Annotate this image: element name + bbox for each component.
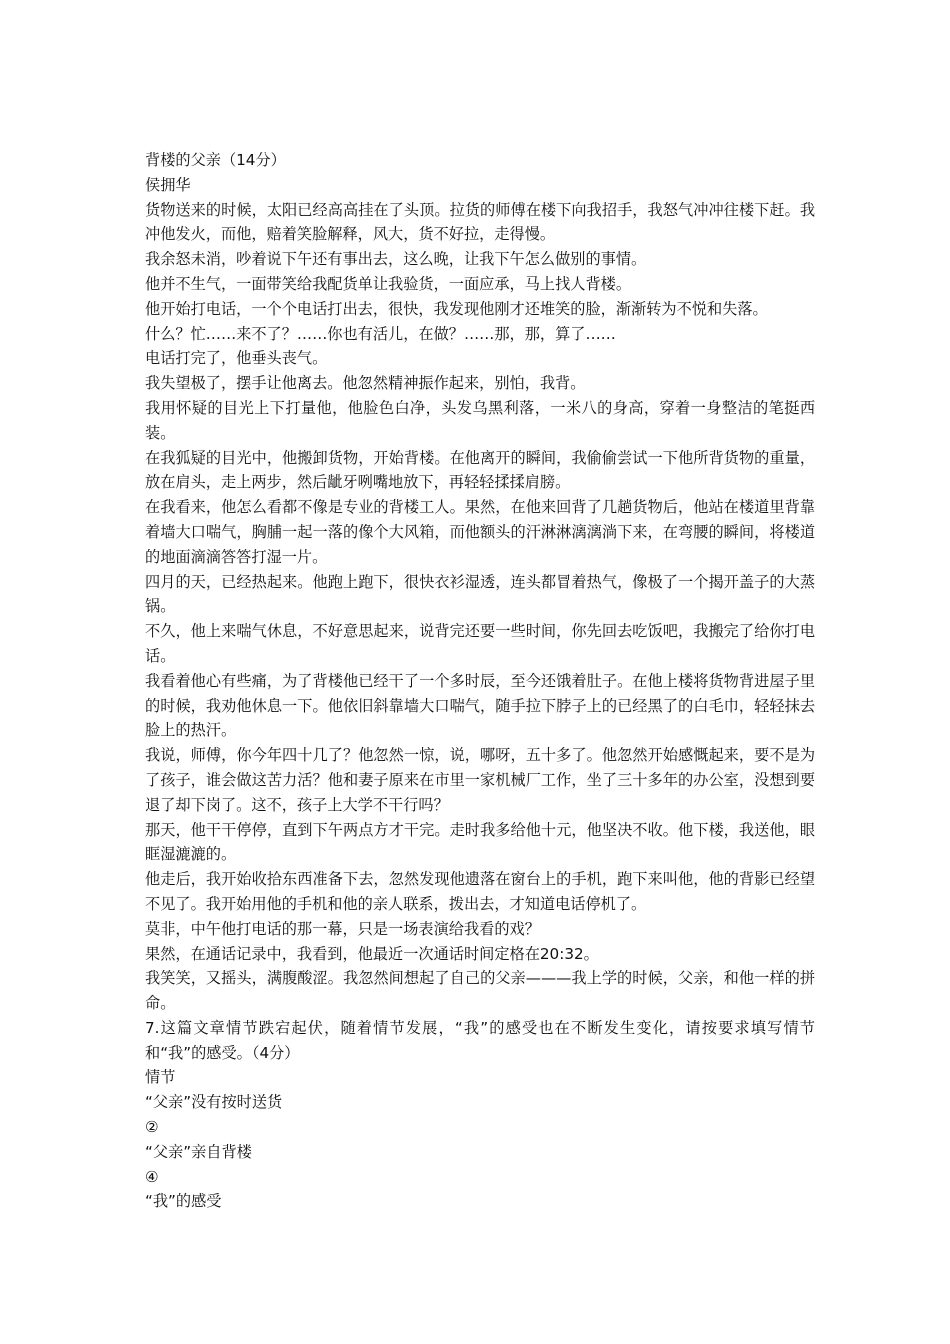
paragraph: 我看着他心有些痛，为了背楼他已经干了一个多时辰，至今还饿着肚子。在他上楼将货物背进屋子里的时候，我劝他休息一下。他依旧斜靠墙大口喘气，随手拉下脖子上的已经黑了的白毛巾，轻轻抹去脸上的热汗。 [145,671,815,740]
article-author: 侯拥华 [145,175,191,194]
paragraph: 莫非，中午他打电话的那一幕，只是一场表演给我看的戏？ [145,919,540,938]
paragraph: 我说，师傅，你今年四十几了？他忽然一惊，说，哪呀，五十多了。他忽然开始感慨起来，要不是为了孩子，谁会做这苦力活？他和妻子原来在市里一家机械厂工作，坐了三十多年的办公室，没想到要退了却下岗了。这不，孩子上大学不干行吗？ [145,746,815,814]
paragraph: 他走后，我开始收拾东西准备下去，忽然发现他遗落在窗台上的手机，跑下来叫他，他的背影已经望不见了。我开始用他的手机和他的亲人联系，拨出去，才知道电话停机了。 [145,870,815,913]
paragraph: 电话打完了，他垂头丧气。 [145,349,328,368]
paragraph: 在我看来，他怎么看都不像是专业的背楼工人。果然，在他来回背了几趟货物后，他站在楼道里背靠着墙大口喘气，胸脯一起一落的像个大风箱，而他额头的汗淋淋漓漓淌下来，在弯腰的瞬间，将楼道的地面滴滴答答打湿一片。 [145,498,815,566]
paragraph: 四月的天，已经热起来。他跑上跑下，很快衣衫湿透，连头都冒着热气，像极了一个揭开盖子的大蒸锅。 [145,572,815,616]
paragraph: 我笑笑，又摇头，满腹酸涩。我忽然间想起了自己的父亲———我上学的时候，父亲，和他一样的拼命。 [145,969,815,1013]
paragraph: 不久，他上来喘气休息，不好意思起来，说背完还要一些时间，你先回去吃饭吧，我搬完了给你打电话。 [145,622,815,665]
question-item: ④ [145,1167,159,1186]
question-item: “父亲”没有按时送货 [145,1093,283,1112]
question-item: “父亲”亲自背楼 [145,1142,252,1161]
question-text: 7.这篇文章情节跌宕起伏，随着情节发展，“我”的感受也在不断发生变化，请按要求填写情节和“我”的感受。（4分） [145,1018,815,1062]
paragraph: 在我狐疑的目光中，他搬卸货物，开始背楼。在他离开的瞬间，我偷偷尝试一下他所背货物的重量，放在肩头，走上两步，然后龇牙咧嘴地放下，再轻轻揉揉肩膀。 [145,448,815,492]
paragraph: 那天，他干干停停，直到下午两点方才干完。走时我多给他十元，他坚决不收。他下楼，我送他，眼眶湿漉漉的。 [145,820,815,864]
article-title: 背楼的父亲（14分） [145,151,286,169]
paragraph: 货物送来的时候，太阳已经高高挂在了头顶。拉货的师傅在楼下向我招手，我怒气冲冲往楼下赶。我冲他发火，而他，赔着笑脸解释，风大，货不好拉，走得慢。 [145,200,815,244]
paragraph: 我失望极了，摆手让他离去。他忽然精神振作起来，别怕，我背。 [145,374,586,393]
question-item: “我”的感受 [145,1192,222,1211]
paragraph: 他并不生气，一面带笑给我配货单让我验货，一面应承，马上找人背楼。 [145,274,631,293]
paragraph: 果然，在通话记录中，我看到，他最近一次通话时间定格在20:32。 [145,944,599,963]
paragraph: 我用怀疑的目光上下打量他，他脸色白净，头发乌黑利落，一米八的身高，穿着一身整洁的笔挺西装。 [145,398,815,442]
document-body [145,148,815,1214]
paragraph: 什么？忙……来不了？……你也有活儿，在做？……那，那，算了…… [145,324,616,343]
question-item: 情节 [145,1068,176,1087]
question-item: ② [145,1118,159,1137]
paragraph: 我余怒未消，吵着说下午还有事出去，这么晚，让我下午怎么做别的事情。 [145,250,647,269]
paragraph: 他开始打电话，一个个电话打出去，很快，我发现他刚才还堆笑的脸，渐渐转为不悦和失落。 [145,299,768,318]
